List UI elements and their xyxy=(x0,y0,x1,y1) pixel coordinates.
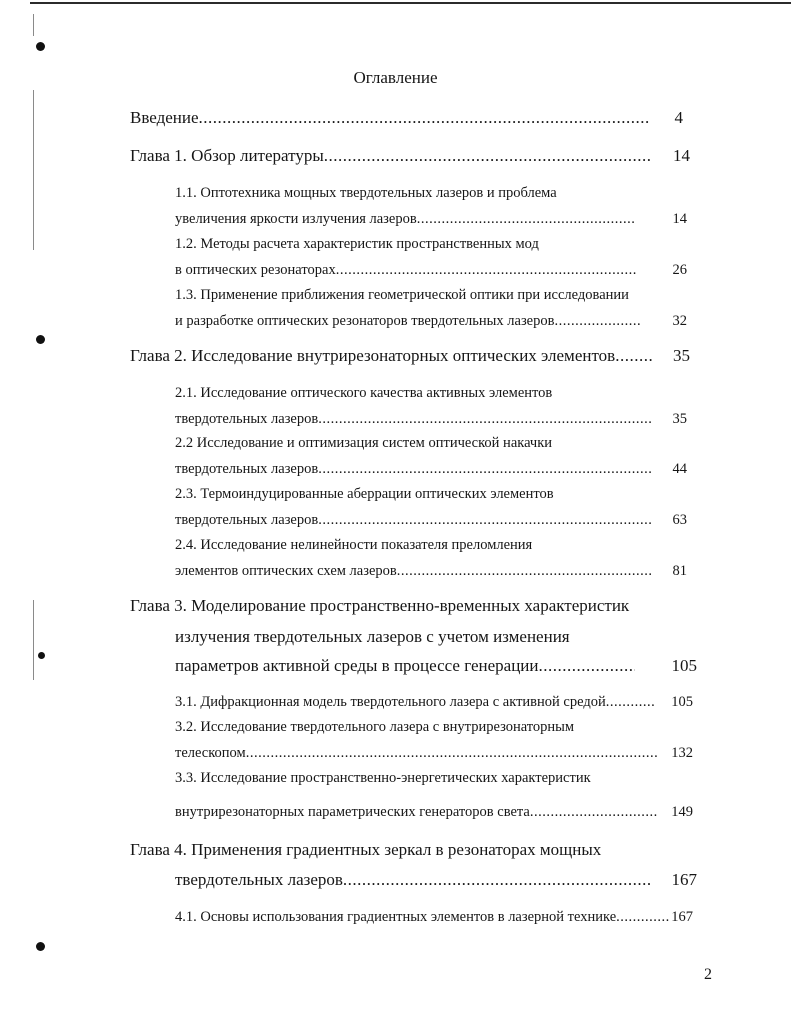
scan-margin-mark xyxy=(33,14,34,36)
toc-entry-text: Глава 4. Применения градиентных зеркал в резонаторах мощных xyxy=(130,840,602,859)
toc-entry-text: увеличения яркости излучения лазеров xyxy=(175,211,417,227)
dot-leader xyxy=(616,909,669,926)
toc-page-number: 35 xyxy=(672,411,687,427)
dot-leader xyxy=(318,512,651,529)
toc-entry-text: твердотельных лазеров xyxy=(175,870,343,889)
dot-leader xyxy=(538,656,635,676)
dot-leader xyxy=(246,745,657,762)
top-border-line xyxy=(30,2,791,4)
toc-entry-text: 3.2. Исследование твердотельного лазера с внутрирезонаторным xyxy=(175,719,575,735)
toc-entry-text: 3.1. Дифракционная модель твердотельного лазера с активной средой xyxy=(175,694,606,710)
toc-entry-text: в оптических резонаторах xyxy=(175,262,336,278)
toc-entry-text: Глава 3. Моделирование пространственно-временных характеристик xyxy=(130,596,630,615)
dot-leader xyxy=(417,211,635,228)
dot-leader xyxy=(336,262,637,279)
toc-entry-text: излучения твердотельных лазеров с учетом изменения xyxy=(175,627,570,646)
toc-title: Оглавление xyxy=(353,68,438,87)
toc-entry-text: 1.2. Методы расчета характеристик пространственных мод xyxy=(175,236,539,252)
toc-page-number: 4 xyxy=(674,108,683,127)
dot-leader xyxy=(199,108,650,128)
toc-entry-text: 2.4. Исследование нелинейности показателя преломления xyxy=(175,537,533,553)
scan-margin-mark xyxy=(33,600,34,680)
toc-entry-text: 3.3. Исследование пространственно-энергетических характеристик xyxy=(175,770,591,786)
scan-margin-mark xyxy=(33,90,34,250)
toc-page-number: 63 xyxy=(672,512,687,528)
toc-entry-text: Введение xyxy=(130,108,199,127)
toc-page-number: 105 xyxy=(671,694,693,710)
toc-page-number: 149 xyxy=(671,804,693,820)
toc-page-number: 132 xyxy=(671,745,693,761)
dot-leader xyxy=(554,313,641,330)
dot-leader xyxy=(530,804,657,821)
punch-hole-dot xyxy=(38,652,45,659)
toc-entry-text: твердотельных лазеров xyxy=(175,461,319,477)
toc-page-number: 167 xyxy=(671,909,693,925)
page-number: 2 xyxy=(704,966,712,983)
toc-page-number: 35 xyxy=(673,346,690,365)
toc-entry-text: 2.1. Исследование оптического качества активных элементов xyxy=(175,385,553,401)
dot-leader xyxy=(318,411,651,428)
toc-page-number: 14 xyxy=(672,211,687,227)
toc-entry-text: 4.1. Основы использования градиентных элементов в лазерной технике xyxy=(175,909,617,925)
toc-entry-text: 1.3. Применение приближения геометрической оптики при исследовании xyxy=(175,287,629,303)
toc-page-number: 44 xyxy=(672,461,687,477)
punch-hole-dot xyxy=(36,335,45,344)
dot-leader xyxy=(397,563,651,580)
toc-entry-text: Глава 2. Исследование внутрирезонаторных оптических элементов xyxy=(130,346,616,365)
toc-page-number: 14 xyxy=(673,146,690,165)
toc-page-number: 81 xyxy=(672,563,687,579)
toc-entry-text: твердотельных лазеров xyxy=(175,411,319,427)
toc-entry-text: 2.3. Термоиндуцированные аберрации оптических элементов xyxy=(175,486,554,502)
toc-entry-text: параметров активной среды в процессе генерации xyxy=(175,656,539,675)
toc-page-number: 167 xyxy=(671,870,697,889)
punch-hole-dot xyxy=(36,42,45,51)
dot-leader xyxy=(343,870,650,890)
toc-entry-text: твердотельных лазеров xyxy=(175,512,319,528)
toc-entry-text: 1.1. Оптотехника мощных твердотельных лазеров и проблема xyxy=(175,185,557,201)
toc-entry-text: Глава 1. Обзор литературы xyxy=(130,146,324,165)
dot-leader xyxy=(615,346,654,366)
dot-leader xyxy=(606,694,655,711)
dot-leader xyxy=(318,461,651,478)
punch-hole-dot xyxy=(36,942,45,951)
toc-entry-text: и разработке оптических резонаторов твердотельных лазеров xyxy=(175,313,555,329)
toc-entry-text: внутрирезонаторных параметрических генераторов света xyxy=(175,804,530,820)
dot-leader xyxy=(324,146,650,166)
toc-entry-text: 2.2 Исследование и оптимизация систем оптической накачки xyxy=(175,435,553,451)
toc-entry-text: элементов оптических схем лазеров xyxy=(175,563,397,579)
toc-page-number: 26 xyxy=(672,262,687,278)
toc-page-number: 105 xyxy=(671,656,697,675)
toc-page-number: 32 xyxy=(672,313,687,329)
toc-entry-text: телескопом xyxy=(175,745,246,761)
